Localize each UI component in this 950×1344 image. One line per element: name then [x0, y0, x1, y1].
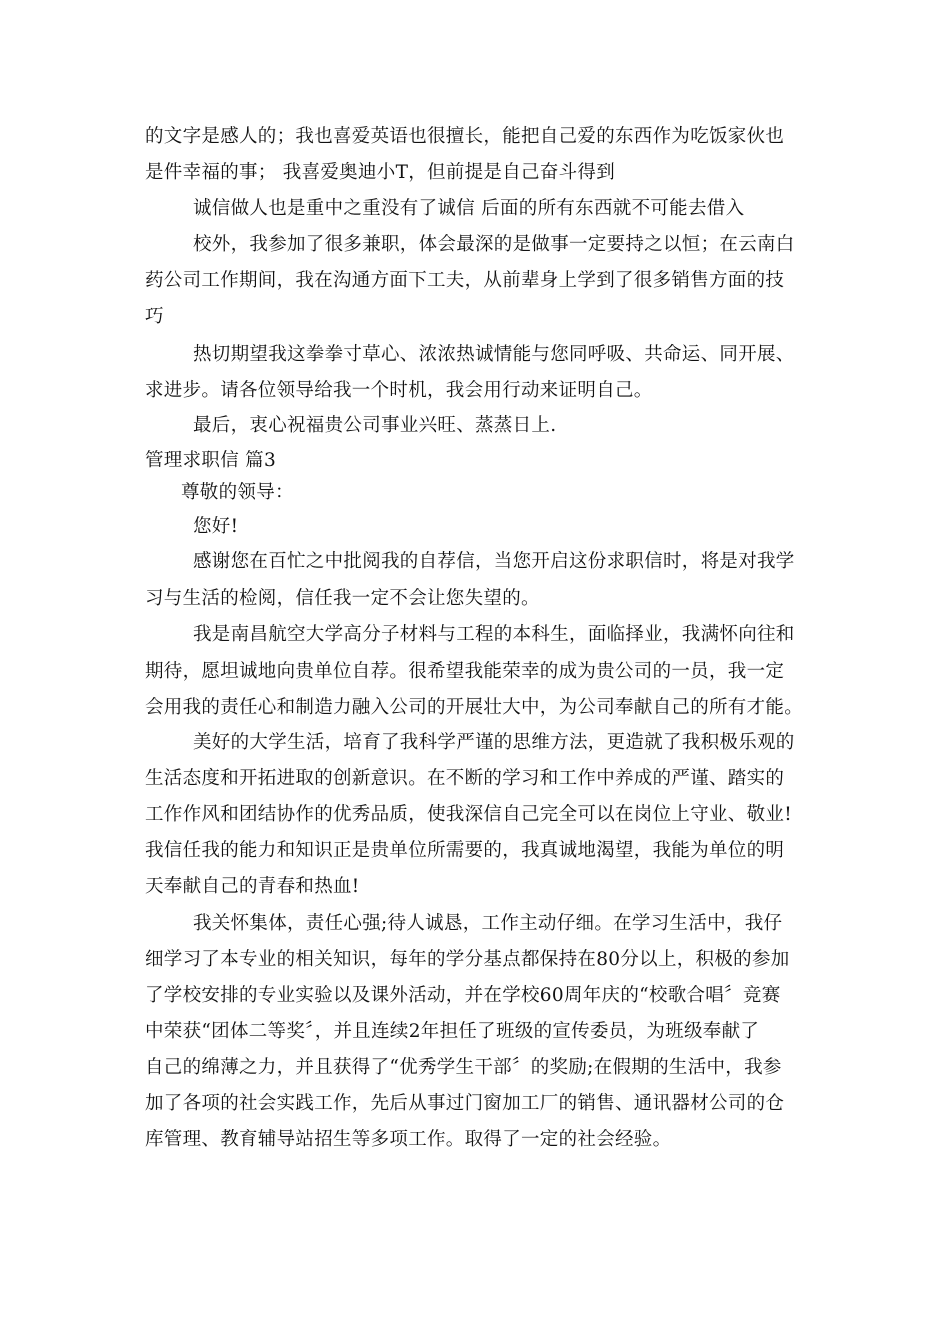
text-line: 自己的绵薄之力，并且获得了“优秀学生干部〞的奖励;在假期的生活中，我参: [145, 1057, 782, 1078]
text-line: 是件幸福的事； 我喜爱奥迪小T，但前提是自己奋斗得到: [145, 162, 616, 183]
salutation: 尊敬的领导：: [181, 482, 294, 503]
text-line: 的文字是感人的；我也喜爱英语也很擅长，能把自己爱的东西作为吃饭家伙也: [145, 126, 785, 147]
text-line: 天奉献自己的青春和热血!: [145, 876, 360, 897]
text-line: 细学习了本专业的相关知识，每年的学分基点都保持在80分以上，积极的参加: [145, 949, 790, 970]
text-line: 热切期望我这拳拳寸草心、浓浓热诚情能与您同呼吸、共命运、同开展、: [193, 344, 795, 365]
text-line: 期待，愿坦诚地向贵单位自荐。很希望我能荣幸的成为贵公司的一员，我一定: [145, 661, 785, 682]
text-line: 工作作风和团结协作的优秀品质，使我深信自己完全可以在岗位上守业、敬业!: [145, 804, 792, 825]
text-line: 巧: [145, 306, 164, 327]
text-line: 中荣获“团体二等奖〞，并且连续2年担任了班级的宣传委员，为班级奉献了: [145, 1021, 760, 1042]
text-line: 我是南昌航空大学高分子材料与工程的本科生，面临择业，我满怀向往和: [193, 624, 795, 645]
greeting: 您好!: [193, 516, 239, 537]
text-line: 求进步。请各位领导给我一个时机，我会用行动来证明自己。: [145, 380, 653, 401]
text-line: 会用我的责任心和制造力融入公司的开展壮大中，为公司奉献自己的所有才能。: [145, 697, 804, 718]
text-line: 加了各项的社会实践工作，先后从事过门窗加工厂的销售、通讯器材公司的仓: [145, 1093, 785, 1114]
text-line: 我信任我的能力和知识正是贵单位所需要的，我真诚地渴望，我能为单位的明: [145, 840, 785, 861]
section-heading: 管理求职信 篇3: [145, 450, 277, 471]
text-line: 我关怀集体，责任心强;待人诚恳，工作主动仔细。在学习生活中，我仔: [193, 913, 783, 934]
text-line: 最后，衷心祝福贵公司事业兴旺、蒸蒸日上.: [193, 415, 557, 436]
text-line: 库管理、教育辅导站招生等多项工作。取得了一定的社会经验。: [145, 1129, 672, 1150]
text-line: 诚信做人也是重中之重没有了诚信 后面的所有东西就不可能去借入: [193, 198, 745, 219]
text-line: 感谢您在百忙之中批阅我的自荐信，当您开启这份求职信时，将是对我学: [193, 551, 795, 572]
text-line: 药公司工作期间，我在沟通方面下工夫，从前辈身上学到了很多销售方面的技: [145, 270, 785, 291]
text-line: 了学校安排的专业实验以及课外活动，并在学校60周年庆的“校歌合唱〞竞赛: [145, 985, 781, 1006]
text-line: 美好的大学生活，培育了我科学严谨的思维方法，更造就了我积极乐观的: [193, 732, 795, 753]
text-line: 校外，我参加了很多兼职，体会最深的是做事一定要持之以恒；在云南白: [193, 234, 795, 255]
text-line: 习与生活的检阅，信任我一定不会让您失望的。: [145, 588, 540, 609]
text-line: 生活态度和开拓进取的创新意识。在不断的学习和工作中养成的严谨、踏实的: [145, 768, 785, 789]
